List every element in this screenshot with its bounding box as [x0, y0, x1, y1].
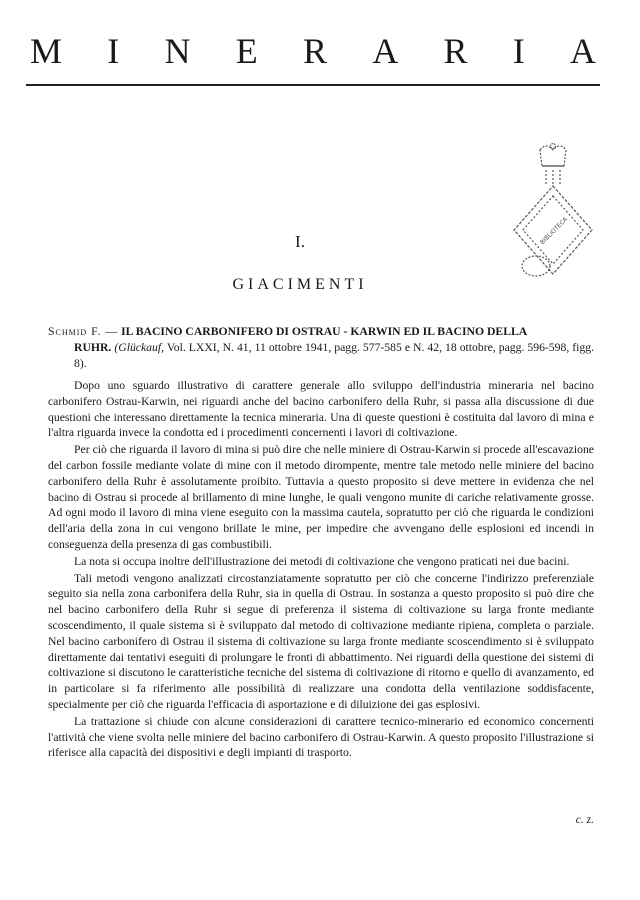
title-letter: M — [30, 31, 63, 71]
article-body — [48, 378, 594, 762]
title-letter: N — [164, 31, 191, 71]
paragraph: La nota si occupa inoltre dell'illustrazione dei metodi di coltivazione che vengono praticati nei due bacini. — [74, 554, 570, 568]
title-letter: I — [107, 31, 120, 71]
citation-title: IL BACINO CARBONIFERO DI OSTRAU - KARWIN ED IL BACINO DELLA — [121, 325, 528, 338]
author-initials: c. z. — [575, 814, 594, 826]
header-rule — [26, 84, 600, 86]
title-letter: I — [512, 31, 525, 71]
citation-details: Vol. LXXI, N. 41, 11 ottobre 1941, pagg. 577-585 e N. 42, 18 ottobre, pagg. 596-598, figg. 8). — [74, 341, 595, 370]
paragraph: Per ciò che riguarda il lavoro di mina si può dire che nelle miniere di Ostrau-Karwin si procede all'escavazione del carbon fossile mediante volate di mine con il metodo dirompente, mentre tale metodo nelle miniere del bacino carbonifero della Ruhr è assolutamente proibito. Tuttavia a questo proposito si deve mettere in evidenza che nel bacino di Ostrau si procede al brillamento di mine lunghe, le quali vengono munite di cariche relativamente grosse. Ad ogni modo il lavoro di mina viene eseguito con la massima cautela, sopratutto per ciò che riguarda le condizioni dell'aria della zona in cui vengono brillate le mine, per impedire che avvengano delle esplosioni ed incendi in conseguenza della presenza di gas combustibili. — [48, 443, 594, 551]
title-letter: A — [372, 31, 399, 71]
title-letter: A — [569, 31, 596, 71]
title-letter: E — [235, 31, 258, 71]
section-title: GIACIMENTI — [232, 276, 368, 293]
title-letter: R — [443, 31, 468, 71]
paragraph: Dopo uno sguardo illustrativo di carattere generale allo sviluppo dell'industria mineraria nel bacino carbonifero Ostrau-Karwin, nei riguardi anche del bacino carbonifero della Ruhr, si passa alla discussione di due questioni che interessano direttamente la tecnica mineraria. Una di queste questioni è costituita dal lavoro di mina e l'altra riguarda invece la condotta ed i procedimenti concernenti i lavori di coltivazione. — [48, 379, 594, 440]
citation-title-cont: RUHR. — [74, 341, 112, 354]
paragraph: Tali metodi vengono analizzati circostanziatamente sopratutto per ciò che concerne l'indirizzo preferenziale seguito sia nella zona carbonifera della Ruhr, sia in quella di Ostrau. In sostanza a questo proposito si può dire che nel bacino carbonifero della Ruhr si segue di preferenza il sistema di coltivazione su larga fronte mediante scoscendimento, il quale sistema si è sviluppato dal metodo di coltivazione mediante ripiena, completa o parziale. Nel bacino carbonifero di Ostrau il sistema di coltivazione su larga fronte mediante scoscendimento si è sviluppato direttamente dai tentativi eseguiti di prolungare le fronti di abbattimento. Nei riguardi della questione dei sistemi di coltivazione si discutono le caratteristiche tecniche del sistema di coltivazione di ritorno e quello di avanzamento, ed in particolare si fa riferimento alle possibilità di realizzare una condotta della ventilazione soddisfacente, specialmente per ciò che riguarda l'efficacia di asportazione e di diluizione dei gas esplosivi. — [48, 571, 594, 711]
stamp-text: BIBLIOTECA — [539, 216, 570, 247]
paragraph: La trattazione si chiude con alcune considerazioni di carattere tecnico-minerario ed economico concernenti l'attività che viene svolta nelle miniere del bacino carbonifero di Ostrau-Karwin. A questo proposito l'illustrazione si riferisce alla capacità dei dispositivi e degli impianti di trasporto. — [48, 714, 594, 760]
section-number: I. — [295, 232, 305, 251]
citation-author: Schmid F. — — [48, 325, 119, 338]
library-stamp-icon — [506, 140, 600, 290]
title-letter: R — [302, 31, 327, 71]
citation-journal: (Glückauf, — [114, 341, 165, 354]
article-citation — [48, 324, 594, 372]
journal-section-title — [30, 30, 596, 72]
